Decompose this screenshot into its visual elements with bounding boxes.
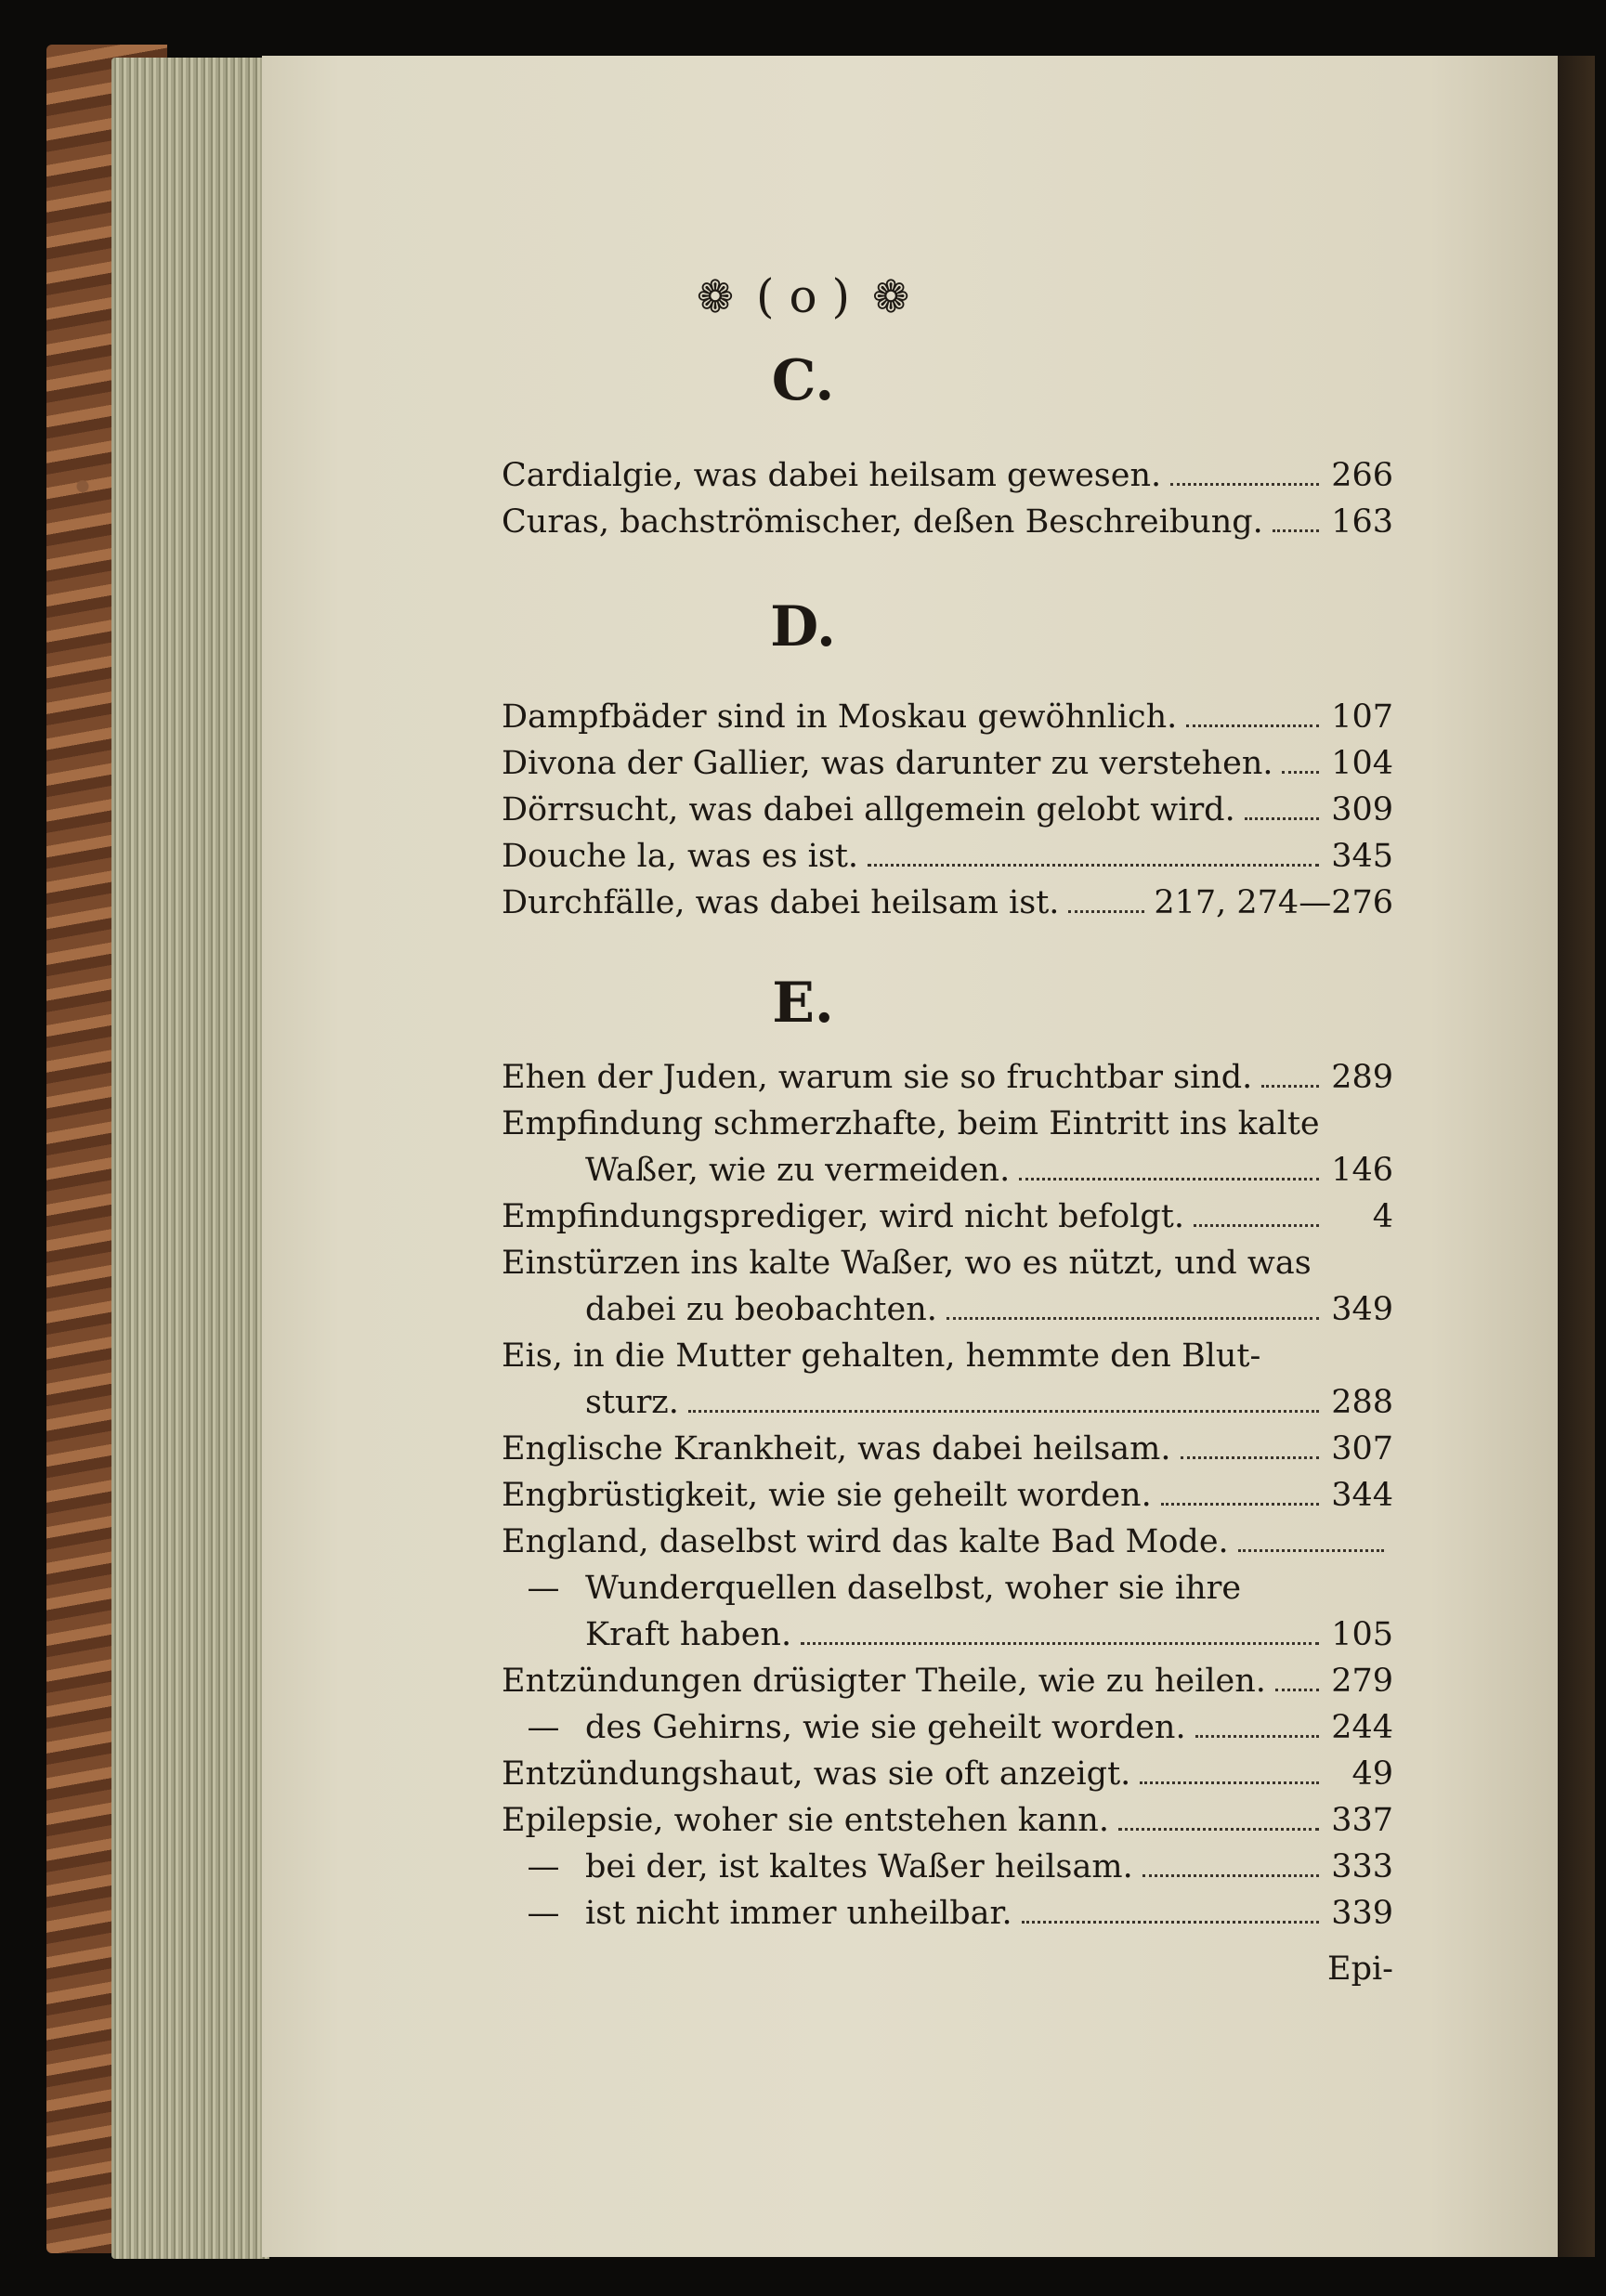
index-entry: [502, 1105, 1393, 1152]
entry-text: Empfindung schmerzhafte, beim Eintritt ins kalte: [502, 1105, 1320, 1142]
entry-page: 279: [1331, 1663, 1393, 1700]
page-marker: ( o ): [756, 269, 850, 323]
index-entry: [502, 884, 1393, 931]
index-entry: [502, 745, 1393, 791]
entry-page: 104: [1331, 745, 1393, 782]
entry-page: 217, 274—276: [1154, 884, 1393, 921]
index-entry-continuation: [502, 1152, 1393, 1198]
entry-text: Empfindungsprediger, wird nicht befolgt.: [502, 1198, 1184, 1235]
index-entry-continuation: [502, 1384, 1393, 1430]
entry-text: Dörrsucht, was dabei allgemein gelobt wird.: [502, 791, 1235, 828]
index-entry-continuation: [502, 1616, 1393, 1663]
index-entry: [502, 1245, 1393, 1291]
index-entry: [502, 1430, 1393, 1477]
entry-page: 4: [1372, 1198, 1393, 1235]
entry-text: Entzündungen drüsigter Theile, wie zu heilen.: [502, 1663, 1266, 1700]
entry-page: 105: [1331, 1616, 1393, 1653]
entry-text: Epilepsie, woher sie entstehen kann.: [502, 1802, 1109, 1839]
entry-text: ist nicht immer unheilbar.: [585, 1895, 1012, 1932]
entry-text: Engbrüstigkeit, wie sie geheilt worden.: [502, 1477, 1152, 1514]
page-header: [0, 269, 1606, 323]
entry-page: 289: [1331, 1059, 1393, 1096]
entry-text: Durchfälle, was dabei heilsam ist.: [502, 884, 1060, 921]
index-subentry: [502, 1848, 1393, 1895]
entry-page: 307: [1331, 1430, 1393, 1468]
index-subentry: [502, 1570, 1393, 1616]
ornament-right-icon: ❁: [871, 271, 910, 323]
entry-text: Douche la, was es ist.: [502, 838, 859, 875]
entry-page: 107: [1331, 698, 1393, 736]
entry-page: 288: [1331, 1384, 1393, 1421]
index-entry: [502, 1059, 1393, 1105]
entry-text: Ehen der Juden, warum sie so fruchtbar sind.: [502, 1059, 1253, 1096]
entry-text: des Gehirns, wie sie geheilt worden.: [585, 1709, 1186, 1746]
index-entry: [502, 1337, 1393, 1384]
index-entry: [502, 838, 1393, 884]
entry-text: Divona der Gallier, was darunter zu verstehen.: [502, 745, 1273, 782]
section-letter-e: E.: [772, 971, 834, 1036]
section-letter-d: D.: [770, 594, 836, 659]
entry-page: 349: [1331, 1291, 1393, 1328]
index-entry: [502, 1663, 1393, 1709]
ornament-left-icon: ❁: [696, 271, 735, 323]
entry-text: England, daselbst wird das kalte Bad Mode.: [502, 1523, 1229, 1560]
entry-page: 309: [1331, 791, 1393, 828]
entry-text: Kraft haben.: [585, 1616, 792, 1653]
entry-text: sturz.: [585, 1384, 679, 1421]
index-entry: [502, 698, 1393, 745]
index-subentry: [502, 1709, 1393, 1755]
index-entry: [502, 1477, 1393, 1523]
index-entry: [502, 1755, 1393, 1802]
entry-text: Englische Krankheit, was dabei heilsam.: [502, 1430, 1171, 1468]
ditto-dash: —: [527, 1709, 560, 1746]
entry-text: Curas, bachströmischer, deßen Beschreibung.: [502, 503, 1263, 541]
entry-text: Eis, in die Mutter gehalten, hemmte den Blut-: [502, 1337, 1261, 1375]
entry-page: 163: [1331, 503, 1393, 541]
entry-page: 49: [1351, 1755, 1393, 1793]
entry-text: Entzündungshaut, was sie oft anzeigt.: [502, 1755, 1131, 1793]
index-entry: [502, 503, 1393, 550]
section-letter-c: C.: [771, 348, 835, 413]
entry-page: 344: [1331, 1477, 1393, 1514]
entry-page: 333: [1331, 1848, 1393, 1885]
entry-text: Einstürzen ins kalte Waßer, wo es nützt, und was: [502, 1245, 1312, 1282]
ditto-dash: —: [527, 1895, 560, 1932]
index-entry: [502, 457, 1393, 503]
index-entry: [502, 1198, 1393, 1245]
entry-page: 146: [1331, 1152, 1393, 1189]
ditto-dash: —: [527, 1570, 560, 1607]
entry-text: Dampfbäder sind in Moskau gewöhnlich.: [502, 698, 1178, 736]
entry-page: 266: [1331, 457, 1393, 494]
entry-text: Cardialgie, was dabei heilsam gewesen.: [502, 457, 1162, 494]
entry-text: bei der, ist kaltes Waßer heilsam.: [585, 1848, 1133, 1885]
entry-text: dabei zu beobachten.: [585, 1291, 937, 1328]
index-entry: [502, 791, 1393, 838]
entry-page: 339: [1331, 1895, 1393, 1932]
entry-page: 345: [1331, 838, 1393, 875]
index-entry: [502, 1523, 1393, 1570]
catchword: Epi-: [1327, 1950, 1393, 1988]
index-entry: [502, 1802, 1393, 1848]
entry-page: 244: [1331, 1709, 1393, 1746]
index-subentry: [502, 1895, 1393, 1941]
index-entry-continuation: [502, 1291, 1393, 1337]
entry-text: Waßer, wie zu vermeiden.: [585, 1152, 1011, 1189]
entry-text: Wunderquellen daselbst, woher sie ihre: [585, 1570, 1242, 1607]
entry-page: 337: [1331, 1802, 1393, 1839]
ditto-dash: —: [527, 1848, 560, 1885]
